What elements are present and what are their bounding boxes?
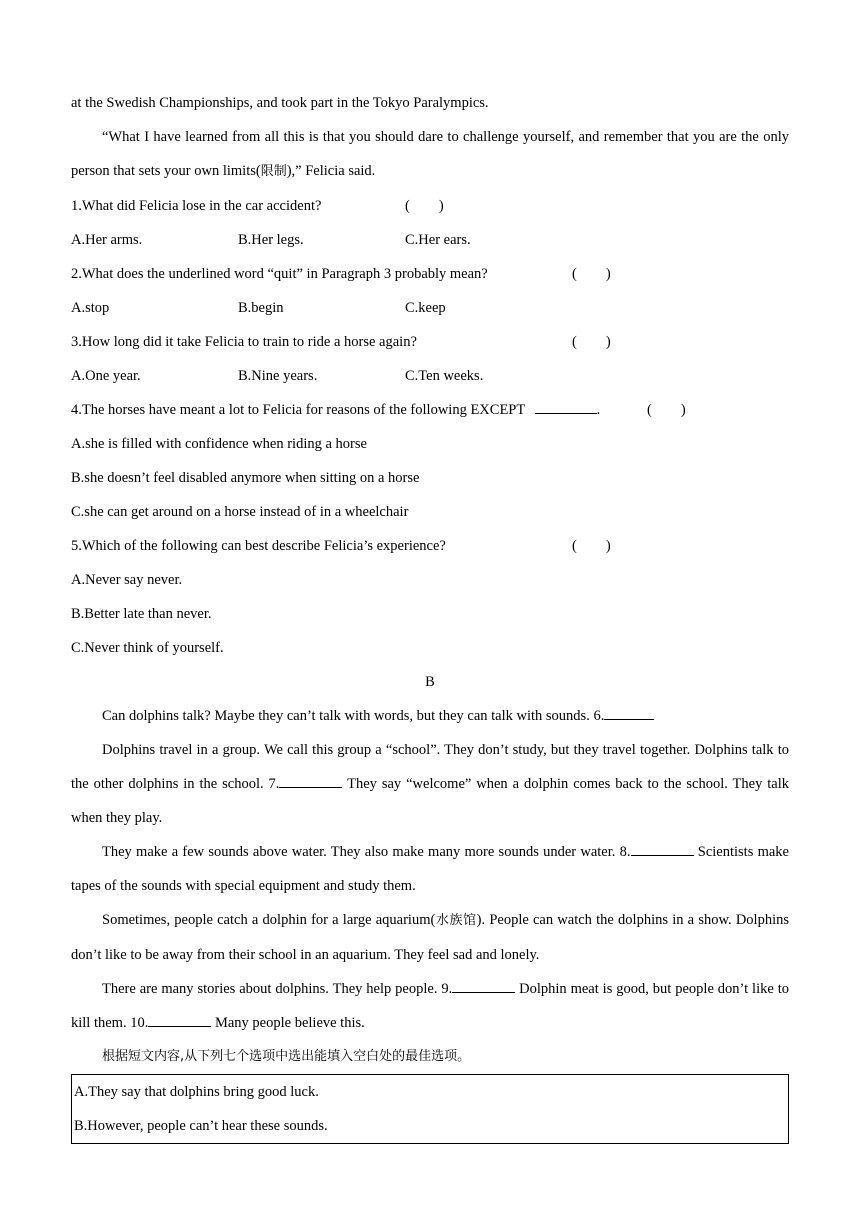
question-4-text: 4.The horses have meant a lot to Felicia for reasons of the following EXCEPT bbox=[71, 402, 525, 418]
question-1-option-a[interactable]: A.Her arms. bbox=[71, 232, 143, 248]
document-content bbox=[71, 86, 789, 1144]
paragraph-5-text-c: Many people believe this. bbox=[211, 1015, 365, 1031]
question-4-suffix: . bbox=[596, 402, 601, 418]
paragraph-3-text-b: Scientists make tapes of the sounds with special equipment and study them. bbox=[71, 844, 789, 894]
question-1-text: 1.What did Felicia lose in the car accident? bbox=[71, 198, 322, 214]
question-1 bbox=[71, 189, 789, 223]
blank-10[interactable] bbox=[148, 1012, 211, 1027]
passage-b-paragraph-5 bbox=[71, 972, 789, 1040]
quote-text-a: “What I have learned from all this is that you should dare to challenge yourself, and remember that you are the only person that sets your own limits( bbox=[71, 129, 789, 179]
blank-8[interactable] bbox=[631, 841, 694, 856]
paragraph-5-text-b: Dolphin meat is good, but people don’t like to kill them. 10. bbox=[71, 981, 789, 1031]
question-5-option-c[interactable]: C.Never think of yourself. bbox=[71, 640, 224, 656]
question-3-option-b[interactable]: B.Nine years. bbox=[238, 368, 318, 384]
question-4-inline-blank bbox=[535, 399, 597, 414]
question-4-option-b[interactable]: B.she doesn’t feel disabled anymore when sitting on a horse bbox=[71, 470, 420, 486]
blank-7[interactable] bbox=[279, 773, 342, 788]
choice-a[interactable]: A.They say that dolphins bring good luck. bbox=[74, 1084, 319, 1100]
question-2-options bbox=[71, 291, 789, 325]
question-4-option-c[interactable]: C.she can get around on a horse instead of in a wheelchair bbox=[71, 504, 409, 520]
paragraph-4-text-b: ). People can watch the dolphins in a show. Dolphins don’t like to be away from their school in an aquarium. They feel sad and lonely. bbox=[71, 912, 789, 963]
question-5-answer-blank[interactable]: ( ) bbox=[572, 538, 611, 554]
question-4-answer-blank[interactable]: ( ) bbox=[647, 402, 686, 418]
quote-cn-gloss: 限制 bbox=[260, 164, 287, 179]
paragraph-4-text-a: Sometimes, people catch a dolphin for a large aquarium( bbox=[102, 912, 436, 928]
question-4-option-a[interactable]: A.she is filled with confidence when riding a horse bbox=[71, 436, 367, 452]
passage-a-closing-line: at the Swedish Championships, and took part in the Tokyo Paralympics. bbox=[71, 95, 489, 111]
paragraph-3-text-a: They make a few sounds above water. They also make many more sounds under water. 8. bbox=[102, 844, 631, 860]
paragraph-2-text-a: Dolphins travel in a group. We call this group a “school”. They don’t study, but they travel together. Dolphins talk to the other dolphins in the school. 7. bbox=[71, 742, 789, 792]
question-2-option-c[interactable]: C.keep bbox=[405, 300, 446, 316]
question-3-option-a[interactable]: A.One year. bbox=[71, 368, 141, 384]
question-3-answer-blank[interactable]: ( ) bbox=[572, 334, 611, 350]
question-2-option-b[interactable]: B.begin bbox=[238, 300, 284, 316]
question-5 bbox=[71, 529, 789, 563]
choice-b[interactable]: B.However, people can’t hear these sounds. bbox=[74, 1118, 328, 1134]
section-b-instruction: 根据短文内容,从下列七个选项中选出能填入空白处的最佳选项。 bbox=[102, 1049, 471, 1064]
aquarium-cn-gloss: 水族馆 bbox=[435, 913, 477, 928]
passage-b-paragraph-4 bbox=[71, 903, 789, 972]
question-1-option-b[interactable]: B.Her legs. bbox=[238, 232, 304, 248]
blank-9[interactable] bbox=[452, 978, 515, 993]
choices-box bbox=[71, 1074, 789, 1144]
paragraph-1-text: Can dolphins talk? Maybe they can’t talk with words, but they can talk with sounds. 6. bbox=[102, 708, 605, 724]
passage-b-paragraph-2 bbox=[71, 733, 789, 835]
question-5-text: 5.Which of the following can best describe Felicia’s experience? bbox=[71, 538, 446, 554]
quote-text-b: ),” Felicia said. bbox=[286, 163, 376, 179]
question-5-option-a[interactable]: A.Never say never. bbox=[71, 572, 183, 588]
question-1-answer-blank[interactable]: ( ) bbox=[405, 198, 444, 214]
question-4 bbox=[71, 393, 789, 427]
question-1-option-c[interactable]: C.Her ears. bbox=[405, 232, 471, 248]
paragraph-5-text-a: There are many stories about dolphins. They help people. 9. bbox=[102, 981, 453, 997]
question-2 bbox=[71, 257, 789, 291]
question-3 bbox=[71, 325, 789, 359]
felicia-quote bbox=[71, 120, 789, 189]
question-2-option-a[interactable]: A.stop bbox=[71, 300, 110, 316]
section-b-heading: B bbox=[425, 674, 435, 690]
question-3-text: 3.How long did it take Felicia to train to ride a horse again? bbox=[71, 334, 417, 350]
question-2-text: 2.What does the underlined word “quit” in Paragraph 3 probably mean? bbox=[71, 266, 488, 282]
question-1-options bbox=[71, 223, 789, 257]
passage-b-paragraph-1 bbox=[71, 699, 789, 733]
passage-b-paragraph-3 bbox=[71, 835, 789, 903]
blank-6[interactable] bbox=[604, 705, 654, 720]
question-2-answer-blank[interactable]: ( ) bbox=[572, 266, 611, 282]
paragraph-2-text-b: They say “welcome” when a dolphin comes back to the school. They talk when they play. bbox=[71, 776, 789, 826]
question-3-options bbox=[71, 359, 789, 393]
question-3-option-c[interactable]: C.Ten weeks. bbox=[405, 368, 484, 384]
question-5-option-b[interactable]: B.Better late than never. bbox=[71, 606, 212, 622]
